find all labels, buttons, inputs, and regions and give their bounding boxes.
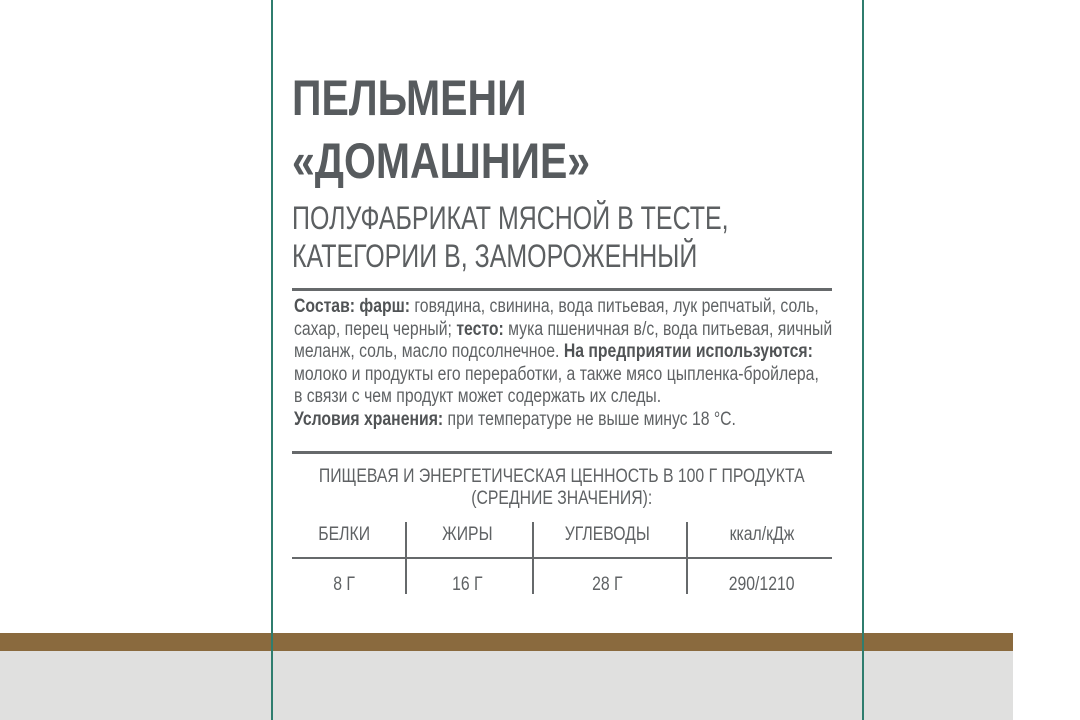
nutrition-header-protein <box>294 524 394 546</box>
composition-text <box>294 296 833 432</box>
nutrition-table-rule <box>292 557 832 559</box>
product-subtitle-line1: ПОЛУФАБРИКАТ МЯСНОЙ В ТЕСТЕ, <box>292 200 729 236</box>
composition-row <box>294 364 825 387</box>
composition-text-part: сахар, перец черный; <box>294 318 452 340</box>
nutrition-value-energy <box>692 574 832 596</box>
nutrition-heading-line1: ПИЩЕВАЯ И ЭНЕРГЕТИЧЕСКАЯ ЦЕННОСТЬ В 100 Г ПРОДУКТА <box>318 466 805 487</box>
nutrition-value-text: 8 Г <box>333 574 355 595</box>
product-title-line1: ПЕЛЬМЕНИ <box>292 70 527 126</box>
nutrition-header-carbs <box>542 524 672 546</box>
composition-row <box>294 341 825 364</box>
nutrition-value-text: 290/1210 <box>729 574 795 595</box>
nutrition-header-text: ЖИРЫ <box>441 524 493 545</box>
divider-top <box>292 288 832 291</box>
divider-middle <box>292 451 832 454</box>
composition-label: Состав: фарш: <box>294 296 411 317</box>
nutrition-column-separator <box>532 522 534 594</box>
nutrition-column-separator <box>686 522 688 594</box>
storage-text: при температуре не выше минус 18 °С. <box>443 408 736 430</box>
composition-text-part: говядина, свинина, вода питьевая, лук репчатый, соль, <box>410 296 819 317</box>
product-title-line2: «ДОМАШНИЕ» <box>292 133 591 189</box>
frame-line-right <box>862 0 864 720</box>
nutrition-header-fat <box>412 524 522 546</box>
nutrition-value-fat <box>412 574 522 596</box>
composition-text-part: в связи с чем продукт может содержать их следы. <box>294 386 662 408</box>
nutrition-value-protein <box>294 574 394 596</box>
nutrition-value-text: 28 Г <box>591 574 623 595</box>
nutrition-heading <box>292 466 832 510</box>
nutrition-value-carbs <box>542 574 672 596</box>
nutrition-value-text: 16 Г <box>451 574 483 595</box>
nutrition-heading-line2: (СРЕДНИЕ ЗНАЧЕНИЯ): <box>471 488 653 509</box>
nutrition-header-energy <box>692 524 832 546</box>
composition-row <box>294 409 825 432</box>
nutrition-header-text: ккал/кДж <box>729 524 795 545</box>
dough-label: тесто: <box>451 318 504 340</box>
composition-text-part: мука пшеничная в/с, вода питьевая, яичный <box>503 318 833 340</box>
storage-label: Условия хранения: <box>294 408 444 430</box>
allergen-label: На предприятии используются: <box>559 341 813 363</box>
nutrition-column-separator <box>405 522 407 594</box>
composition-text-part: меланж, соль, масло подсолнечное. <box>294 341 560 363</box>
product-subtitle-line2: КАТЕГОРИИ В, ЗАМОРОЖЕННЫЙ <box>292 238 698 274</box>
nutrition-header-text: БЕЛКИ <box>318 524 370 545</box>
composition-row <box>294 296 825 319</box>
composition-row <box>294 318 833 342</box>
composition-text-part: молоко и продукты его переработки, а также мясо цыпленка-бройлера, <box>294 363 819 385</box>
nutrition-header-text: УГЛЕВОДЫ <box>564 524 650 545</box>
frame-line-left <box>271 0 273 720</box>
composition-row <box>294 386 825 409</box>
